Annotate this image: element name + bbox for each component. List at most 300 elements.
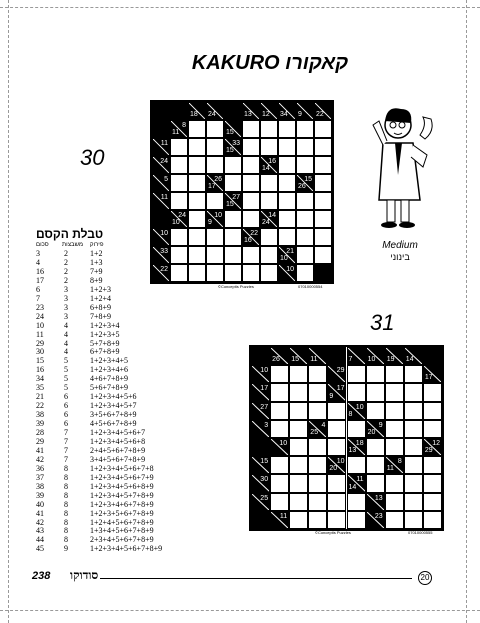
empty-cell[interactable] bbox=[385, 511, 404, 529]
clue-cell bbox=[188, 102, 206, 120]
row-breakdown: 1+2+3+4+5+6+8+9 bbox=[90, 481, 154, 491]
empty-cell[interactable] bbox=[170, 246, 188, 264]
empty-cell[interactable] bbox=[296, 120, 314, 138]
clue-down-sum: 11 bbox=[310, 356, 318, 364]
clue-down-sum: 15 bbox=[226, 201, 234, 208]
empty-cell[interactable] bbox=[242, 192, 260, 210]
empty-cell[interactable] bbox=[188, 138, 206, 156]
row-sum: 38 bbox=[36, 481, 44, 491]
row-count: 5 bbox=[64, 365, 68, 375]
clue-across-sum: 10 bbox=[160, 230, 168, 237]
row-breakdown: 1+2+3+4+5 bbox=[90, 356, 129, 366]
row-sum: 10 bbox=[36, 320, 44, 330]
row-breakdown: 1+2+4+5+6+7+8+9 bbox=[90, 517, 154, 527]
empty-cell[interactable] bbox=[308, 493, 327, 511]
row-breakdown: 2+3+4+5+6+7+8+9 bbox=[90, 535, 154, 545]
blocked-cell bbox=[152, 120, 170, 138]
empty-cell[interactable] bbox=[385, 383, 404, 401]
empty-cell[interactable] bbox=[289, 402, 308, 420]
empty-cell[interactable] bbox=[308, 402, 327, 420]
empty-cell[interactable] bbox=[289, 420, 308, 438]
row-count: 4 bbox=[64, 329, 68, 339]
empty-cell[interactable] bbox=[423, 402, 442, 420]
row-breakdown: 4+6+7+8+9 bbox=[90, 374, 129, 384]
clue-across-sum: 27 bbox=[232, 194, 240, 201]
row-sum: 6 bbox=[36, 284, 40, 294]
row-count: 2 bbox=[64, 257, 68, 267]
empty-cell[interactable] bbox=[404, 474, 423, 492]
empty-cell[interactable] bbox=[188, 174, 206, 192]
empty-cell[interactable] bbox=[242, 174, 260, 192]
row-breakdown: 1+2+3+4+5+6+7+8+9 bbox=[90, 544, 163, 554]
empty-cell[interactable] bbox=[404, 493, 423, 511]
row-sum: 16 bbox=[36, 266, 44, 276]
empty-cell[interactable] bbox=[188, 192, 206, 210]
clue-cell bbox=[327, 456, 346, 474]
row-breakdown: 1+2+3+4+5+6+7+9 bbox=[90, 472, 154, 482]
clue-cell bbox=[152, 192, 170, 210]
row-sum: 3 bbox=[36, 249, 40, 258]
empty-cell[interactable] bbox=[260, 138, 278, 156]
clue-down-sum: 18 bbox=[190, 111, 198, 118]
clue-down-sum: 10 bbox=[280, 255, 288, 262]
empty-cell[interactable] bbox=[170, 138, 188, 156]
clue-cell bbox=[251, 493, 270, 511]
empty-cell[interactable] bbox=[224, 210, 242, 228]
row-count: 4 bbox=[64, 320, 68, 330]
empty-cell[interactable] bbox=[270, 474, 289, 492]
empty-cell[interactable] bbox=[404, 438, 423, 456]
empty-cell[interactable] bbox=[242, 156, 260, 174]
empty-cell[interactable] bbox=[278, 120, 296, 138]
empty-cell[interactable] bbox=[327, 511, 346, 529]
row-sum: 42 bbox=[36, 517, 44, 527]
copyright-30: ©Conceptis Puzzles bbox=[218, 284, 254, 289]
empty-cell[interactable] bbox=[366, 402, 385, 420]
clue-down-sum: 11 bbox=[386, 465, 394, 473]
empty-cell[interactable] bbox=[385, 493, 404, 511]
clue-across-sum: 24 bbox=[160, 158, 168, 165]
empty-cell[interactable] bbox=[385, 438, 404, 456]
clue-down-sum: 11 bbox=[172, 129, 180, 136]
empty-cell[interactable] bbox=[314, 156, 332, 174]
clue-down-sum: 17 bbox=[208, 183, 216, 190]
row-breakdown: 8+9 bbox=[90, 275, 103, 285]
row-count: 4 bbox=[64, 338, 68, 348]
empty-cell[interactable] bbox=[404, 420, 423, 438]
empty-cell[interactable] bbox=[260, 246, 278, 264]
empty-cell[interactable] bbox=[423, 511, 442, 529]
clue-down-sum: 26 bbox=[272, 356, 280, 364]
clue-cell bbox=[224, 138, 242, 156]
clue-down-sum: 13 bbox=[348, 447, 357, 455]
empty-cell[interactable] bbox=[366, 474, 385, 492]
row-breakdown: 1+2+3+4+5+6 bbox=[90, 392, 137, 402]
row-sum: 29 bbox=[36, 338, 44, 348]
empty-cell[interactable] bbox=[270, 420, 289, 438]
empty-cell[interactable] bbox=[170, 228, 188, 246]
empty-cell[interactable] bbox=[385, 402, 404, 420]
empty-cell[interactable] bbox=[188, 120, 206, 138]
row-breakdown: 1+2+4 bbox=[90, 293, 112, 303]
clue-cell bbox=[251, 420, 270, 438]
empty-cell[interactable] bbox=[170, 264, 188, 282]
empty-cell[interactable] bbox=[278, 138, 296, 156]
clue-cell bbox=[366, 347, 385, 365]
empty-cell[interactable] bbox=[296, 138, 314, 156]
empty-cell[interactable] bbox=[308, 365, 327, 383]
clue-down-sum: 22 bbox=[316, 111, 324, 118]
empty-cell[interactable] bbox=[224, 174, 242, 192]
clue-across-sum: 4 bbox=[321, 421, 326, 429]
row-count: 6 bbox=[64, 392, 68, 402]
header-count: משבצות bbox=[62, 242, 84, 248]
row-sum: 16 bbox=[36, 365, 44, 375]
clue-cell bbox=[270, 438, 289, 456]
footer-rule bbox=[100, 578, 412, 579]
empty-cell[interactable] bbox=[423, 493, 442, 511]
clue-cell bbox=[260, 102, 278, 120]
row-breakdown: 1+2+3+4+5+6+8 bbox=[90, 436, 146, 446]
empty-cell[interactable] bbox=[206, 156, 224, 174]
empty-cell[interactable] bbox=[327, 438, 346, 456]
clue-cell bbox=[242, 102, 260, 120]
clue-across-sum: 11 bbox=[160, 140, 168, 147]
empty-cell[interactable] bbox=[260, 174, 278, 192]
clue-across-sum: 8 bbox=[397, 458, 402, 466]
empty-cell[interactable] bbox=[289, 383, 308, 401]
clue-down-sum: 24 bbox=[208, 111, 216, 118]
clue-cell bbox=[296, 102, 314, 120]
row-sum: 39 bbox=[36, 490, 44, 500]
clue-cell bbox=[296, 174, 314, 192]
clue-across-sum: 18 bbox=[355, 440, 364, 447]
difficulty-label: Medium bbox=[382, 240, 418, 251]
magazine-logo: סודוקו bbox=[70, 568, 99, 582]
row-breakdown: 6+8+9 bbox=[90, 302, 112, 312]
clue-cell bbox=[152, 246, 170, 264]
clue-cell bbox=[206, 210, 224, 228]
row-breakdown: 3+4+5+6+7+8+9 bbox=[90, 454, 146, 464]
empty-cell[interactable] bbox=[423, 383, 442, 401]
empty-cell[interactable] bbox=[270, 456, 289, 474]
clue-across-sum: 21 bbox=[286, 248, 294, 255]
blocked-cell bbox=[251, 511, 270, 529]
blocked-cell bbox=[314, 264, 332, 282]
empty-cell[interactable] bbox=[296, 246, 314, 264]
empty-cell[interactable] bbox=[327, 493, 346, 511]
clue-across-sum: 11 bbox=[356, 476, 364, 484]
empty-cell[interactable] bbox=[242, 210, 260, 228]
empty-cell[interactable] bbox=[224, 156, 242, 174]
empty-cell[interactable] bbox=[366, 438, 385, 456]
row-breakdown: 6+7+8+9 bbox=[90, 347, 120, 357]
puzzle-code-31: 07010000555 bbox=[408, 530, 433, 535]
empty-cell[interactable] bbox=[385, 365, 404, 383]
empty-cell[interactable] bbox=[404, 383, 423, 401]
blocked-cell bbox=[423, 347, 442, 365]
empty-cell[interactable] bbox=[260, 120, 278, 138]
clue-across-sum: 10 bbox=[214, 212, 222, 219]
empty-cell[interactable] bbox=[314, 246, 332, 264]
clue-down-sum: 9 bbox=[298, 111, 302, 118]
empty-cell[interactable] bbox=[224, 228, 242, 246]
empty-cell[interactable] bbox=[347, 365, 366, 383]
page-title: KAKURO קאקורו bbox=[191, 52, 349, 74]
empty-cell[interactable] bbox=[327, 420, 346, 438]
empty-cell[interactable] bbox=[289, 511, 308, 529]
empty-cell[interactable] bbox=[242, 138, 260, 156]
empty-cell[interactable] bbox=[260, 264, 278, 282]
clue-across-sum: 17 bbox=[336, 385, 345, 393]
empty-cell[interactable] bbox=[308, 383, 327, 401]
clue-across-sum: 10 bbox=[286, 266, 294, 273]
empty-cell[interactable] bbox=[404, 511, 423, 529]
empty-cell[interactable] bbox=[206, 246, 224, 264]
empty-cell[interactable] bbox=[206, 264, 224, 282]
clue-down-sum: 20 bbox=[329, 465, 338, 473]
row-sum: 17 bbox=[36, 275, 44, 285]
empty-cell[interactable] bbox=[404, 365, 423, 383]
empty-cell[interactable] bbox=[188, 246, 206, 264]
clue-down-sum: 14 bbox=[405, 356, 414, 364]
clue-down-sum: 26 bbox=[298, 183, 306, 190]
empty-cell[interactable] bbox=[206, 228, 224, 246]
empty-cell[interactable] bbox=[206, 138, 224, 156]
clue-down-sum: 29 bbox=[424, 447, 433, 455]
row-sum: 42 bbox=[36, 454, 44, 464]
empty-cell[interactable] bbox=[224, 264, 242, 282]
empty-cell[interactable] bbox=[347, 420, 366, 438]
empty-cell[interactable] bbox=[296, 210, 314, 228]
row-breakdown: 4+5+6+7+8+9 bbox=[90, 419, 137, 429]
empty-cell[interactable] bbox=[296, 192, 314, 210]
empty-cell[interactable] bbox=[188, 156, 206, 174]
empty-cell[interactable] bbox=[278, 228, 296, 246]
kakuro-grid-31 bbox=[249, 345, 444, 531]
clue-down-sum: 17 bbox=[424, 374, 433, 382]
empty-cell[interactable] bbox=[296, 156, 314, 174]
row-breakdown: 1+3 bbox=[90, 257, 103, 267]
empty-cell[interactable] bbox=[308, 474, 327, 492]
puzzle-number-31: 31 bbox=[370, 310, 395, 335]
empty-cell[interactable] bbox=[278, 192, 296, 210]
blocked-cell bbox=[152, 210, 170, 228]
row-count: 6 bbox=[64, 419, 68, 429]
row-sum: 28 bbox=[36, 428, 44, 437]
empty-cell[interactable] bbox=[314, 210, 332, 228]
row-sum: 43 bbox=[36, 526, 44, 536]
clue-across-sum: 9 bbox=[378, 421, 383, 429]
row-sum: 4 bbox=[36, 257, 40, 267]
empty-cell[interactable] bbox=[224, 246, 242, 264]
empty-cell[interactable] bbox=[404, 456, 423, 474]
difficulty-label-hebrew: בינוני bbox=[390, 252, 410, 262]
kakuro-grid-30 bbox=[150, 100, 334, 284]
empty-cell[interactable] bbox=[270, 365, 289, 383]
row-breakdown: 1+2 bbox=[90, 249, 103, 258]
clue-across-sum: 13 bbox=[374, 494, 383, 502]
empty-cell[interactable] bbox=[327, 402, 346, 420]
clue-across-sum: 14 bbox=[268, 212, 276, 219]
empty-cell[interactable] bbox=[314, 174, 332, 192]
clue-down-sum: 25 bbox=[310, 428, 319, 436]
row-breakdown: 5+6+7+8+9 bbox=[90, 383, 129, 393]
empty-cell[interactable] bbox=[270, 493, 289, 511]
clue-across-sum: 11 bbox=[160, 194, 168, 201]
clue-cell bbox=[224, 192, 242, 210]
row-sum: 24 bbox=[36, 311, 44, 321]
clue-cell bbox=[314, 102, 332, 120]
empty-cell[interactable] bbox=[289, 474, 308, 492]
clue-cell bbox=[206, 174, 224, 192]
empty-cell[interactable] bbox=[347, 511, 366, 529]
empty-cell[interactable] bbox=[242, 120, 260, 138]
row-count: 8 bbox=[64, 490, 68, 500]
empty-cell[interactable] bbox=[289, 493, 308, 511]
row-sum: 30 bbox=[36, 347, 44, 357]
clue-down-sum: 15 bbox=[226, 147, 234, 154]
empty-cell[interactable] bbox=[170, 156, 188, 174]
empty-cell[interactable] bbox=[385, 420, 404, 438]
clue-down-sum: 9 bbox=[208, 219, 212, 226]
clue-cell bbox=[170, 210, 188, 228]
row-breakdown: 1+2+3+4+6 bbox=[90, 365, 129, 375]
clue-across-sum: 17 bbox=[260, 385, 269, 393]
clue-cell bbox=[308, 420, 327, 438]
empty-cell[interactable] bbox=[188, 264, 206, 282]
empty-cell[interactable] bbox=[314, 138, 332, 156]
header-sum: סכום bbox=[36, 242, 49, 248]
clue-cell bbox=[385, 456, 404, 474]
clue-cell bbox=[270, 347, 289, 365]
row-count: 9 bbox=[64, 544, 68, 554]
clue-cell bbox=[366, 493, 385, 511]
empty-cell[interactable] bbox=[270, 402, 289, 420]
empty-cell[interactable] bbox=[314, 192, 332, 210]
empty-cell[interactable] bbox=[314, 120, 332, 138]
empty-cell[interactable] bbox=[308, 511, 327, 529]
empty-cell[interactable] bbox=[270, 383, 289, 401]
empty-cell[interactable] bbox=[385, 474, 404, 492]
blocked-cell bbox=[251, 438, 270, 456]
empty-cell[interactable] bbox=[423, 456, 442, 474]
row-sum: 41 bbox=[36, 445, 44, 455]
row-sum: 35 bbox=[36, 383, 44, 393]
empty-cell[interactable] bbox=[423, 420, 442, 438]
clue-across-sum: 27 bbox=[260, 403, 269, 411]
clue-down-sum: 14 bbox=[348, 483, 357, 491]
empty-cell[interactable] bbox=[289, 438, 308, 456]
clue-across-sum: 10 bbox=[279, 440, 288, 447]
row-sum: 23 bbox=[36, 302, 44, 312]
clue-across-sum: 24 bbox=[178, 212, 186, 219]
empty-cell[interactable] bbox=[347, 456, 366, 474]
clue-cell bbox=[366, 511, 385, 529]
row-count: 3 bbox=[64, 302, 68, 312]
empty-cell[interactable] bbox=[404, 402, 423, 420]
clue-cell bbox=[404, 347, 423, 365]
empty-cell[interactable] bbox=[366, 365, 385, 383]
empty-cell[interactable] bbox=[327, 474, 346, 492]
row-count: 8 bbox=[64, 472, 68, 482]
empty-cell[interactable] bbox=[188, 228, 206, 246]
row-breakdown: 7+9 bbox=[90, 266, 103, 276]
row-breakdown: 1+2+3+4+6+7+8+9 bbox=[90, 499, 154, 509]
empty-cell[interactable] bbox=[278, 156, 296, 174]
empty-cell[interactable] bbox=[278, 174, 296, 192]
empty-cell[interactable] bbox=[289, 456, 308, 474]
clue-cell bbox=[260, 210, 278, 228]
empty-cell[interactable] bbox=[314, 228, 332, 246]
row-sum: 45 bbox=[36, 544, 44, 554]
empty-cell[interactable] bbox=[188, 210, 206, 228]
empty-cell[interactable] bbox=[278, 210, 296, 228]
clue-down-sum: 10 bbox=[172, 219, 180, 226]
empty-cell[interactable] bbox=[242, 246, 260, 264]
clue-across-sum: 33 bbox=[232, 140, 240, 147]
row-sum: 22 bbox=[36, 401, 44, 411]
empty-cell[interactable] bbox=[366, 456, 385, 474]
clue-down-sum: 7 bbox=[348, 356, 353, 364]
blocked-cell bbox=[224, 102, 242, 120]
empty-cell[interactable] bbox=[260, 192, 278, 210]
scientist-illustration bbox=[365, 95, 435, 235]
empty-cell[interactable] bbox=[308, 456, 327, 474]
clue-across-sum: 23 bbox=[374, 512, 383, 520]
row-sum: 38 bbox=[36, 410, 44, 420]
clue-cell bbox=[347, 438, 366, 456]
clue-cell bbox=[251, 456, 270, 474]
row-count: 8 bbox=[64, 499, 68, 509]
empty-cell[interactable] bbox=[347, 493, 366, 511]
clue-across-sum: 10 bbox=[260, 367, 269, 375]
row-count: 5 bbox=[64, 356, 68, 366]
row-breakdown: 1+2+3+4+5+6+7 bbox=[90, 428, 146, 437]
empty-cell[interactable] bbox=[170, 192, 188, 210]
magic-table-title: טבלת הקסם bbox=[36, 227, 104, 241]
empty-cell[interactable] bbox=[242, 264, 260, 282]
clue-across-sum: 12 bbox=[432, 440, 440, 447]
row-count: 3 bbox=[64, 293, 68, 303]
empty-cell[interactable] bbox=[296, 228, 314, 246]
empty-cell[interactable] bbox=[260, 228, 278, 246]
clue-down-sum: 13 bbox=[244, 111, 252, 118]
page-number-right: 20 bbox=[418, 571, 432, 585]
clue-cell bbox=[251, 365, 270, 383]
clue-cell bbox=[347, 474, 366, 492]
row-count: 7 bbox=[64, 436, 68, 446]
row-sum: 39 bbox=[36, 419, 44, 429]
empty-cell[interactable] bbox=[206, 192, 224, 210]
puzzle-number-30: 30 bbox=[80, 145, 105, 170]
empty-cell[interactable] bbox=[347, 383, 366, 401]
clue-across-sum: 22 bbox=[160, 266, 168, 273]
empty-cell[interactable] bbox=[170, 174, 188, 192]
empty-cell[interactable] bbox=[206, 120, 224, 138]
clue-across-sum: 26 bbox=[214, 176, 222, 183]
empty-cell[interactable] bbox=[366, 383, 385, 401]
empty-cell[interactable] bbox=[289, 365, 308, 383]
empty-cell[interactable] bbox=[423, 474, 442, 492]
blocked-cell bbox=[170, 102, 188, 120]
empty-cell[interactable] bbox=[296, 264, 314, 282]
clue-down-sum: 34 bbox=[280, 111, 288, 118]
row-breakdown: 1+2+3+4+5+7 bbox=[90, 401, 137, 411]
empty-cell[interactable] bbox=[308, 438, 327, 456]
clue-down-sum: 12 bbox=[262, 111, 270, 118]
row-breakdown: 2+4+5+6+7+8+9 bbox=[90, 445, 146, 455]
